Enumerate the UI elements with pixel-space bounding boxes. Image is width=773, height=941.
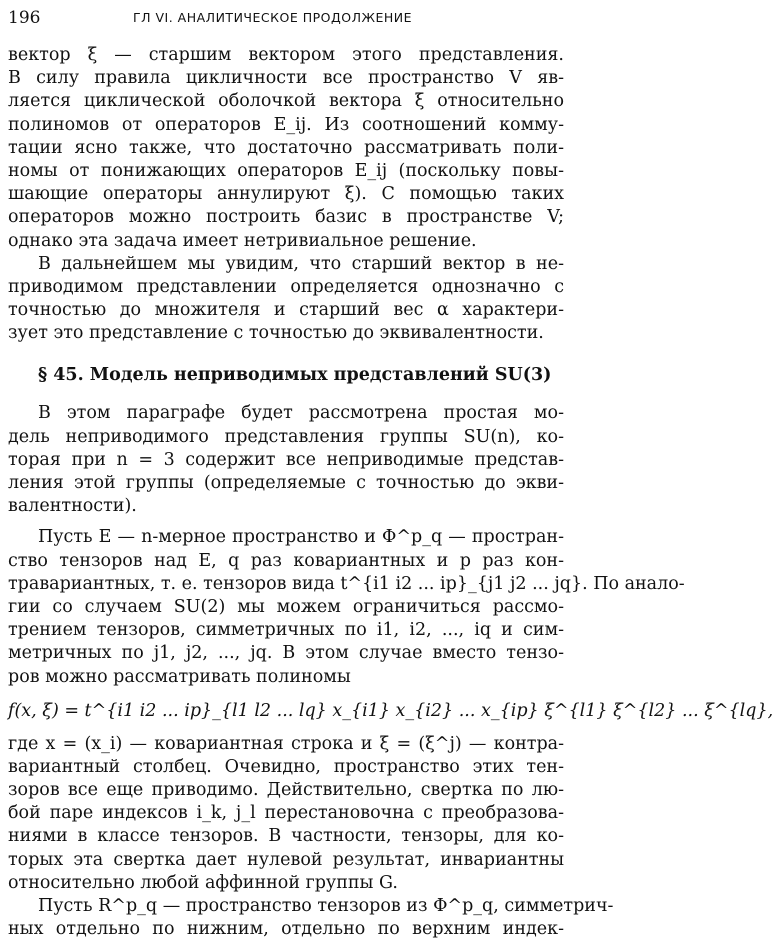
text-line: операторов можно построить базис в пространстве V;: [8, 207, 564, 228]
text-line: зует это представление с точностью до эквивалентности.: [8, 323, 544, 344]
text-line: ляется циклической оболочкой вектора ξ относительно: [8, 91, 564, 112]
page-number: 196: [8, 8, 41, 28]
text-line: гии со случаем SU(2) мы можем ограничиться рассмо-: [8, 596, 564, 617]
text-line: шающие операторы аннулируют ξ). С помощью таких: [8, 184, 564, 205]
paragraph: [8, 253, 564, 346]
running-title: ГЛ VI. АНАЛИТИЧЕСКОЕ ПРОДОЛЖЕНИЕ: [133, 10, 412, 25]
text-line: полиномов от операторов E_ij. Из соотношений комму-: [8, 114, 564, 135]
text-line: ных отдельно по нижним, отдельно по верхним индек-: [8, 919, 564, 940]
text-line: ров можно рассматривать полиномы: [8, 666, 351, 687]
text-line: валентности).: [8, 496, 137, 517]
body-text: [8, 44, 773, 941]
text-line: дель неприводимого представления группы SU(n), ко-: [8, 426, 564, 447]
text-line: ство тензоров над E, q раз ковариантных и p раз кон-: [8, 550, 564, 571]
paragraph-continuation: [8, 44, 564, 253]
text-line: ления этой группы (определяемые с точностью до экви-: [8, 473, 564, 493]
text-line: В этом параграфе будет рассмотрена простая мо-: [38, 403, 564, 424]
text-line: тации ясно также, что достаточно рассматривать поли-: [8, 137, 564, 158]
text-line: точностью до множителя и старший вес α характери-: [8, 300, 564, 321]
text-line: где x = (x_i) — ковариантная строка и ξ = (ξ^j) — контра-: [8, 733, 564, 754]
text-line: номы от понижающих операторов E_ij (поскольку повы-: [8, 160, 564, 181]
text-line: метричных по j1, j2, ..., jq. В этом случае вместо тензо-: [8, 643, 564, 664]
display-formula: f(x, ξ) = t^{i1 i2 ... ip}_{l1 l2 ... lq} x_{i1} x_{i2} ... x_{ip} ξ^{l1} ξ^{l2} ... ξ^{lq},: [8, 700, 773, 721]
paragraph-gap: [8, 518, 564, 526]
text-line: Пусть E — n-мерное пространство и Φ^p_q — простран-: [38, 527, 564, 548]
paragraph: [8, 526, 685, 688]
text-line: трением тензоров, симметричных по i1, i2, ..., iq и сим-: [8, 620, 564, 641]
paragraph: [8, 733, 564, 895]
text-line: бой паре индексов i_k, j_l перестановочна с преобразова-: [8, 803, 564, 824]
running-head: [8, 8, 564, 30]
text-line: приводимом представлении определяется однозначно с: [8, 276, 564, 297]
paragraph: [8, 895, 614, 941]
paragraph: [8, 402, 564, 518]
text-line: В силу правила цикличности все пространство V яв-: [8, 68, 564, 89]
text-line: торая при n = 3 содержит все неприводимые представ-: [8, 449, 564, 470]
text-line: торых эта свертка дает нулевой результат, инвариантны: [8, 849, 564, 870]
text-line: зоров все еще приводимо. Действительно, свертка по лю-: [8, 780, 564, 801]
text-line: относительно любой аффинной группы G.: [8, 872, 398, 893]
text-line: травариантных, т. е. тензоров вида t^{i1 i2 ... ip}_{j1 j2 ... jq}. По анало-: [8, 573, 685, 594]
text-line: однако эта задача имеет нетривиальное решение.: [8, 230, 477, 251]
text-line: вектор ξ — старшим вектором этого представления.: [8, 45, 564, 65]
text-line: ниями в классе тензоров. В частности, тензоры, для ко-: [8, 826, 564, 847]
text-line: вариантный столбец. Очевидно, пространство этих тен-: [8, 756, 564, 777]
section-heading: § 45. Модель неприводимых представлений SU(3): [38, 365, 552, 386]
text-line: Пусть R^p_q — пространство тензоров из Φ^p_q, симметрич-: [38, 896, 614, 916]
text-line: В дальнейшем мы увидим, что старший вектор в не-: [38, 253, 564, 274]
